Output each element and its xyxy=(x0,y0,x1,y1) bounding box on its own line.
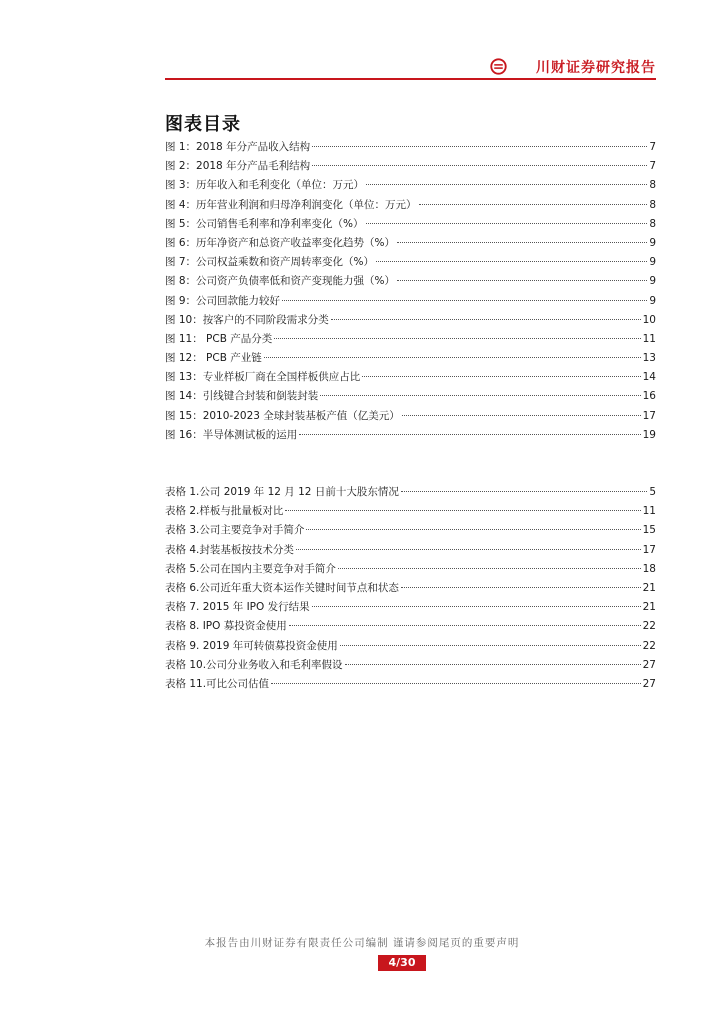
dot-leader xyxy=(312,146,647,147)
figure-entry-label: 图 13：专业样板厂商在全国样板供应占比 xyxy=(165,371,361,384)
table-entry-page: 27 xyxy=(642,658,656,671)
table-entry-page: 11 xyxy=(642,505,656,518)
footer-disclaimer: 本报告由川财证券有限责任公司编制 谨请参阅尾页的重要声明 xyxy=(204,937,520,949)
figure-entry[interactable] xyxy=(165,426,656,445)
figure-entry-label: 图 14：引线键合封装和倒装封装 xyxy=(165,390,319,403)
dot-leader xyxy=(401,491,647,492)
table-entry-label: 表格 3.公司主要竞争对手简介 xyxy=(165,524,305,537)
figure-entry[interactable] xyxy=(165,234,656,253)
dot-leader xyxy=(366,223,648,224)
figure-entry[interactable] xyxy=(165,311,656,330)
figure-entry[interactable] xyxy=(165,138,656,157)
table-entry-page: 27 xyxy=(642,677,656,690)
table-entry-label: 表格 1.公司 2019 年 12 月 12 日前十大股东情况 xyxy=(165,486,399,498)
dot-leader xyxy=(271,683,641,684)
dot-leader xyxy=(338,568,641,569)
table-entry-label: 表格 8. IPO 募投资金使用 xyxy=(165,620,287,633)
table-entry-page: 15 xyxy=(642,524,656,537)
table-entry-label: 表格 2.样板与批量板对比 xyxy=(165,505,284,518)
dot-leader xyxy=(320,395,640,396)
figure-entry-label: 图 11： PCB 产品分类 xyxy=(165,332,273,345)
figure-entry-label: 图 7：公司权益乘数和资产周转率变化（%） xyxy=(165,256,374,269)
table-entry-page: 18 xyxy=(642,562,656,575)
dot-leader xyxy=(397,242,647,243)
table-entry-label: 表格 4.封装基板按技术分类 xyxy=(165,543,294,556)
dot-leader xyxy=(312,606,641,607)
table-entry[interactable] xyxy=(165,675,656,694)
dot-leader xyxy=(366,184,647,185)
table-entry-page: 5 xyxy=(649,486,656,498)
figure-entry-page: 17 xyxy=(642,409,656,422)
figure-entry-label: 图 5：公司销售毛利率和净利率变化（%） xyxy=(165,217,364,230)
figure-entry-page: 9 xyxy=(649,236,656,249)
dot-leader xyxy=(402,415,641,416)
header-rule xyxy=(165,78,656,80)
figure-entry-page: 14 xyxy=(642,371,656,384)
page-number-badge: 4/30 xyxy=(378,955,426,971)
figure-entry[interactable] xyxy=(165,272,656,291)
dot-leader xyxy=(362,376,640,377)
dot-leader xyxy=(376,261,647,262)
brand-title: 川财证券研究报告 xyxy=(536,60,656,76)
table-entry-label: 表格 7. 2015 年 IPO 发行结果 xyxy=(165,601,310,614)
table-entry-label: 表格 6.公司近年重大资本运作关键时间节点和状态 xyxy=(165,581,399,594)
figure-entry-page: 10 xyxy=(642,313,656,326)
table-entry[interactable] xyxy=(165,637,656,656)
figure-entry[interactable] xyxy=(165,330,656,349)
figure-entry-page: 9 xyxy=(649,256,656,269)
page-header xyxy=(165,52,656,80)
figure-entry-label: 图 2：2018 年分产品毛利结构 xyxy=(165,160,311,173)
figure-entry-label: 图 4：历年营业利润和归母净利润变化（单位：万元） xyxy=(165,198,417,211)
figure-entry[interactable] xyxy=(165,176,656,195)
figure-entry-page: 8 xyxy=(649,179,656,192)
figure-entry-page: 11 xyxy=(642,332,656,345)
dot-leader xyxy=(296,549,641,550)
figure-entry-page: 19 xyxy=(642,428,656,441)
figure-entry[interactable] xyxy=(165,349,656,368)
figure-entry[interactable] xyxy=(165,292,656,311)
table-list xyxy=(165,483,656,694)
section-title: 图表目录 xyxy=(165,114,241,135)
figure-entry[interactable] xyxy=(165,387,656,406)
dot-leader xyxy=(401,587,641,588)
table-entry[interactable] xyxy=(165,560,656,579)
figure-entry-label: 图 9：公司回款能力较好 xyxy=(165,294,281,307)
figure-entry[interactable] xyxy=(165,196,656,215)
figure-entry[interactable] xyxy=(165,253,656,272)
figure-entry-page: 16 xyxy=(642,390,656,403)
figure-entry[interactable] xyxy=(165,157,656,176)
table-entry[interactable] xyxy=(165,541,656,560)
dot-leader xyxy=(340,645,641,646)
dot-leader xyxy=(419,204,648,205)
figure-entry[interactable] xyxy=(165,407,656,426)
table-entry-page: 22 xyxy=(642,639,656,652)
dot-leader xyxy=(299,434,640,435)
table-entry[interactable] xyxy=(165,598,656,617)
table-entry-page: 21 xyxy=(642,601,656,614)
dot-leader xyxy=(306,529,640,530)
figure-entry-label: 图 3：历年收入和毛利变化（单位：万元） xyxy=(165,179,365,192)
dot-leader xyxy=(345,664,641,665)
figure-entry-label: 图 16：半导体测试板的运用 xyxy=(165,428,298,441)
figure-entry-page: 13 xyxy=(642,352,656,365)
figure-entry-page: 7 xyxy=(649,160,656,173)
table-entry-page: 17 xyxy=(642,543,656,556)
figure-entry-label: 图 10：按客户的不同阶段需求分类 xyxy=(165,313,329,326)
table-entry-page: 22 xyxy=(642,620,656,633)
figure-entry-label: 图 6：历年净资产和总资产收益率变化趋势（%） xyxy=(165,236,395,249)
dot-leader xyxy=(312,165,647,166)
table-entry-label: 表格 9. 2019 年可转债募投资金使用 xyxy=(165,639,338,652)
figure-entry-label: 图 12： PCB 产业链 xyxy=(165,352,262,365)
figure-entry-label: 图 15：2010-2023 全球封装基板产值（亿美元） xyxy=(165,409,400,422)
table-entry[interactable] xyxy=(165,502,656,521)
table-entry-label: 表格 11.可比公司估值 xyxy=(165,677,270,690)
dot-leader xyxy=(397,280,647,281)
table-entry[interactable] xyxy=(165,656,656,675)
chuancai-logo-icon xyxy=(490,58,507,75)
dot-leader xyxy=(264,357,641,358)
dot-leader xyxy=(282,300,647,301)
table-entry-label: 表格 5.公司在国内主要竞争对手简介 xyxy=(165,562,336,575)
figure-entry-label: 图 8：公司资产负债率低和资产变现能力强（%） xyxy=(165,275,395,288)
figure-entry-label: 图 1：2018 年分产品收入结构 xyxy=(165,141,311,153)
figure-entry[interactable] xyxy=(165,215,656,234)
figure-entry-page: 8 xyxy=(649,198,656,211)
table-entry[interactable] xyxy=(165,521,656,540)
dot-leader xyxy=(289,625,641,626)
table-entry-label: 表格 10.公司分业务收入和毛利率假设 xyxy=(165,658,343,671)
table-entry-page: 21 xyxy=(642,581,656,594)
table-entry[interactable] xyxy=(165,579,656,598)
dot-leader xyxy=(274,338,640,339)
figure-entry-page: 8 xyxy=(649,217,656,230)
figure-list xyxy=(165,138,656,445)
figure-entry-page: 9 xyxy=(649,294,656,307)
table-entry[interactable] xyxy=(165,617,656,636)
figure-entry-page: 9 xyxy=(649,275,656,288)
figure-entry[interactable] xyxy=(165,368,656,387)
figure-entry-page: 7 xyxy=(649,141,656,153)
dot-leader xyxy=(331,319,641,320)
dot-leader xyxy=(285,510,640,511)
table-entry[interactable] xyxy=(165,483,656,502)
